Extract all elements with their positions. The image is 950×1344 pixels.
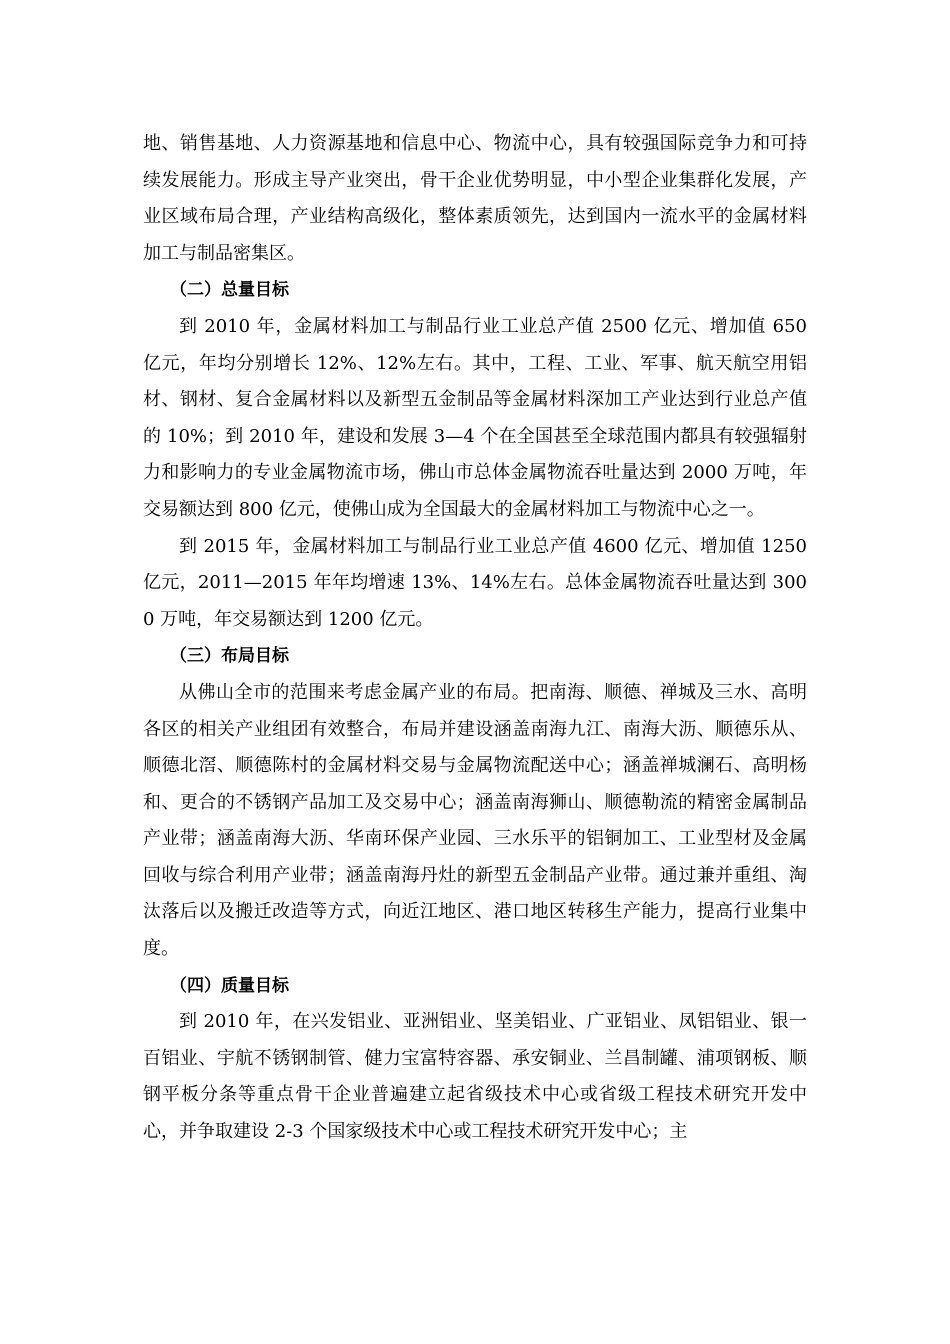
heading-layout-targets: （三）布局目标 xyxy=(170,646,289,667)
paragraph-2010-targets: 到 2010 年，金属材料加工与制品行业工业总产值 2500 亿元、增加值 650 亿元，年均分别增长 12%、12%左右。其中，工程、工业、军事、航天航空用铝材、钢材、复合金属材料以及新型五金制品等金属材料深加工产业达到行业总产值的 10%；到 2010 年，建设和发展 3—4 个在全国甚至全球范围内都具有较强辐射力和影响力的专业金属物流市场，佛山市总体金属物流吞吐量达到 2000 万吨，年交易额达到 800 亿元，使佛山成为全国最大的金属材料加工与物流中心之一。 xyxy=(143,315,807,520)
paragraph-vision-continued: 地、销售基地、人力资源基地和信息中心、物流中心，具有较强国际竞争力和可持续发展能力。形成主导产业突出，骨干企业优势明显，中小型企业集群化发展，产业区域布局合理，产业结构高级化，整体素质领先，达到国内一流水平的金属材料加工与制品密集区。 xyxy=(143,133,807,264)
heading-quality-targets: （四）质量目标 xyxy=(170,975,289,996)
paragraph-layout: 从佛山全市的范围来考虑金属产业的布局。把南海、顺德、禅城及三水、高明各区的相关产业组团有效整合，布局并建设涵盖南海九江、南海大沥、顺德乐从、顺德北滘、顺德陈村的金属材料交易与金属物流配送中心；涵盖禅城澜石、高明杨和、更合的不锈钢产品加工及交易中心；涵盖南海狮山、顺德勒流的精密金属制品产业带；涵盖南海大沥、华南环保产业园、三水乐平的铝铜加工、工业型材及金属回收与综合利用产业带；涵盖南海丹灶的新型五金制品产业带。通过兼并重组、淘汰落后以及搬迁改造等方式，向近江地区、港口地区转移生产能力，提高行业集中度。 xyxy=(143,681,807,960)
paragraph-quality: 到 2010 年，在兴发铝业、亚洲铝业、坚美铝业、广亚铝业、凤铝铝业、银一百铝业、宇航不锈钢制管、健力宝富特容器、承安铜业、兰昌制罐、浦项钢板、顺钢平板分条等重点骨干企业普遍建立起省级技术中心或省级工程技术研究开发中心，并争取建设 2-3 个国家级技术中心或工程技术研究开发中心；主 xyxy=(143,1011,807,1143)
document-body xyxy=(143,126,807,1151)
paragraph-2015-targets: 到 2015 年，金属材料加工与制品行业工业总产值 4600 亿元、增加值 1250 亿元，2011—2015 年年均增速 13%、14%左右。总体金属物流吞吐量达到 3000 万吨，年交易额达到 1200 亿元。 xyxy=(143,535,807,630)
heading-total-targets: （二）总量目标 xyxy=(170,280,289,301)
